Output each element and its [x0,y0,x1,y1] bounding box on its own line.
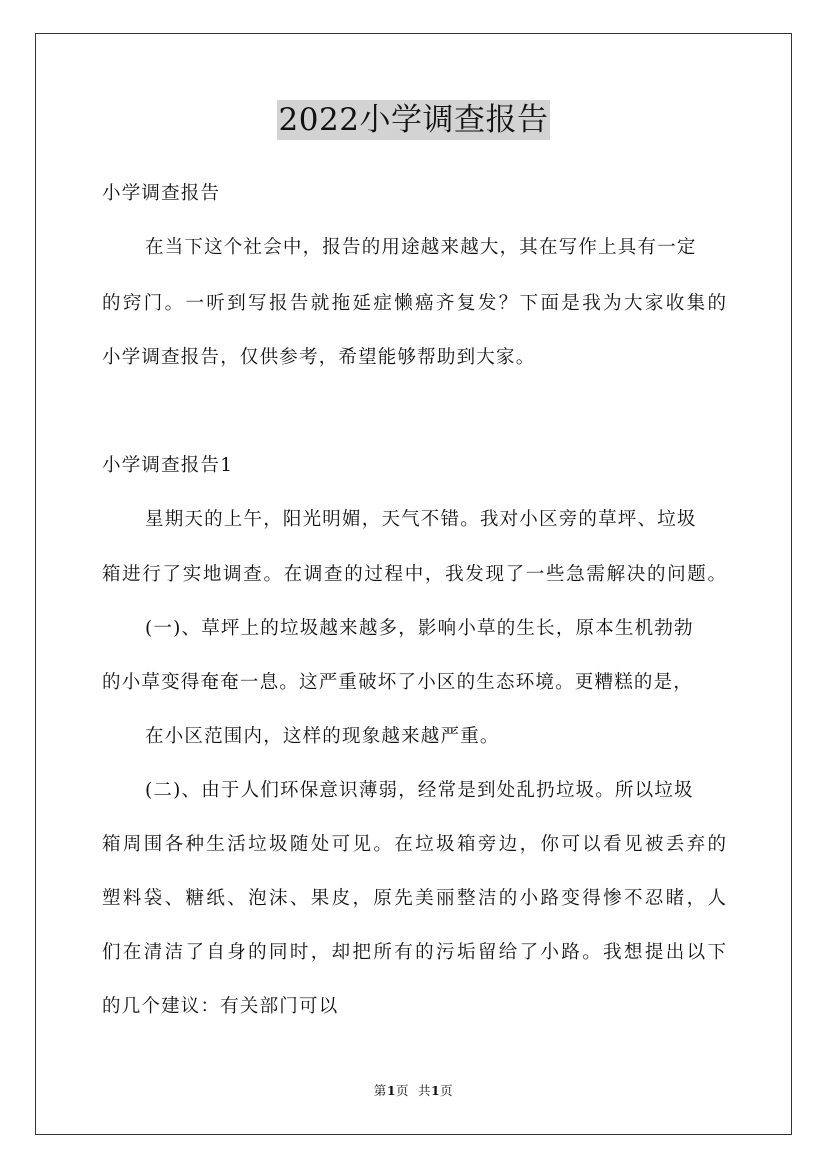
document-title: 2022小学调查报告 [278,102,549,138]
document-subtitle: 小学调查报告 [102,183,221,204]
paragraph-line: 星期天的上午，阳光明媚，天气不错。我对小区旁的草坪、垃圾 [145,509,697,530]
footer-text: 页 共 [396,1083,431,1098]
paragraph-line: 在小区范围内，这样的现象越来越严重。 [145,726,500,747]
paragraph-line: 的小草变得奄奄一息。这严重破坏了小区的生态环境。更糟糕的是， [102,672,694,693]
page-current-number: 1 [386,1083,397,1098]
paragraph-line: 的几个建议：有关部门可以 [102,996,339,1017]
paragraph-line: (二)、由于人们环保意识薄弱，经常是到处乱扔垃圾。所以垃圾 [145,780,694,801]
footer-text: 页 [440,1083,454,1098]
section-heading: 小学调查报告1 [102,455,234,476]
intro-line: 在当下这个社会中，报告的用途越来越大，其在写作上具有一定 [145,237,697,258]
paragraph-line: 们在清洁了自身的同时，却把所有的污垢留给了小路。我想提出以下 [102,942,726,963]
intro-line: 的窍门。一听到写报告就拖延症懒癌齐复发？下面是我为大家收集的 [102,293,726,314]
paragraph-line: (一)、草坪上的垃圾越来越多，影响小草的生长，原本生机勃勃 [145,618,694,639]
paragraph-line: 塑料袋、糖纸、泡沫、果皮，原先美丽整洁的小路变得惨不忍睹，人 [102,888,726,909]
page-total-number: 1 [430,1083,441,1098]
intro-line: 小学调查报告，仅供参考，希望能够帮助到大家。 [102,347,536,368]
title-container [0,100,827,140]
paragraph-line: 箱进行了实地调查。在调查的过程中，我发现了一些急需解决的问题。 [102,564,726,585]
footer-text: 第 [373,1083,387,1098]
page-footer [0,1083,827,1099]
paragraph-line: 箱周围各种生活垃圾随处可见。在垃圾箱旁边，你可以看见被丢弃的 [102,834,726,855]
